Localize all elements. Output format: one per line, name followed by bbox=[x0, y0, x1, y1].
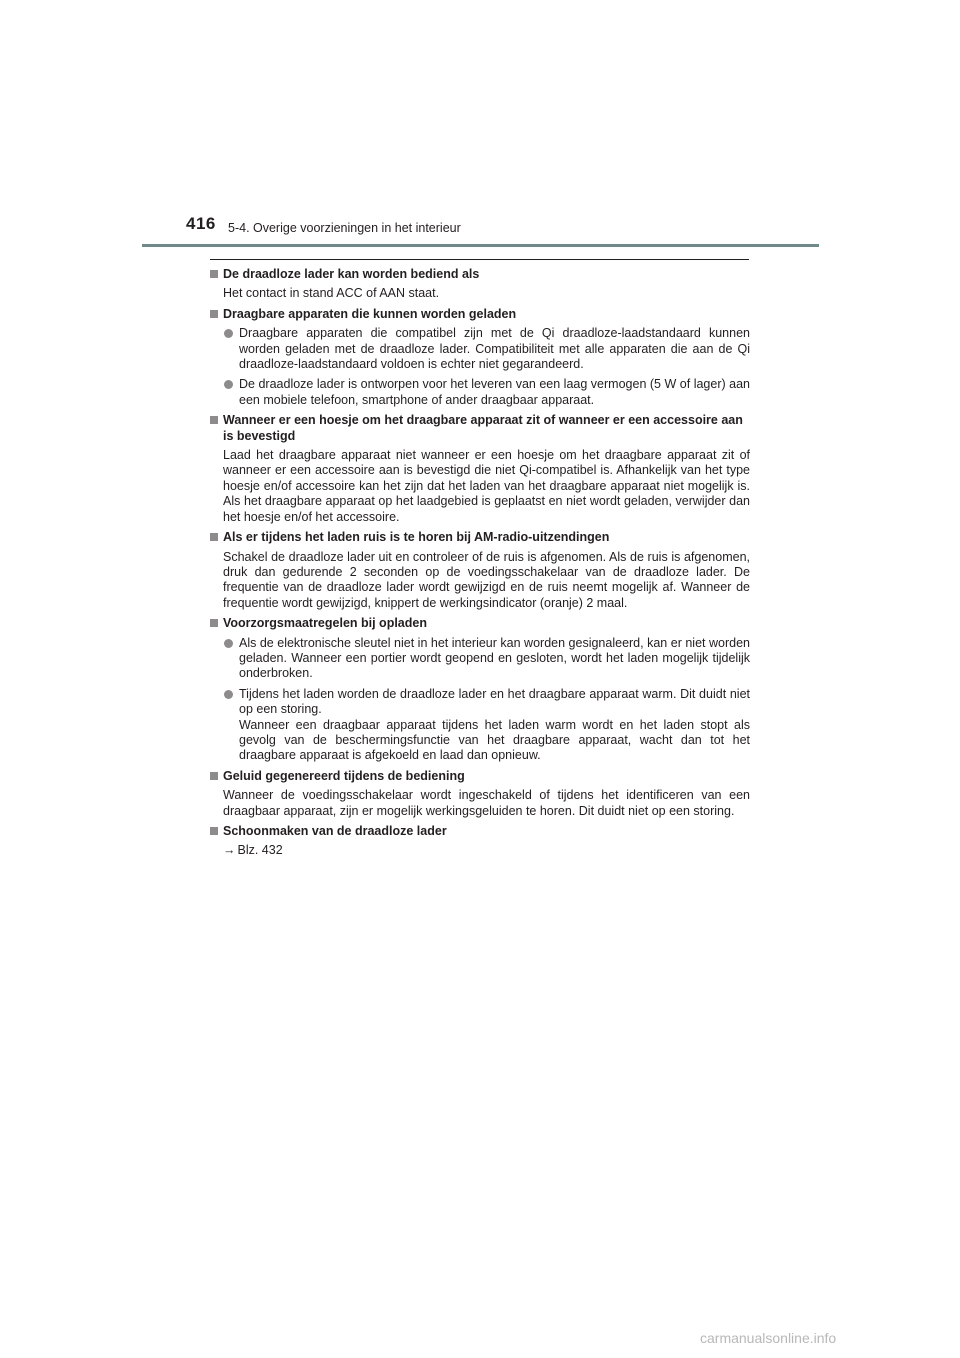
section-heading bbox=[210, 267, 750, 282]
section-am-radio-ruis bbox=[210, 530, 750, 611]
square-bullet-icon bbox=[210, 533, 218, 541]
square-bullet-icon bbox=[210, 270, 218, 278]
arrow-right-icon: → bbox=[223, 843, 236, 858]
list-item-text: De draadloze lader is ontworpen voor het leveren van een laag vermogen (5 W of lager) aan een mobiele telefoon, smartphone of ander draagbaar apparaat. bbox=[239, 377, 750, 407]
section-heading-text: Draagbare apparaten die kunnen worden geladen bbox=[223, 306, 517, 321]
circle-bullet-icon bbox=[224, 380, 233, 389]
section-schoonmaken bbox=[210, 824, 750, 859]
circle-bullet-icon bbox=[224, 639, 233, 648]
section-heading-text: De draadloze lader kan worden bediend als bbox=[223, 267, 480, 281]
section-heading-text: Voorzorgsmaatregelen bij opladen bbox=[223, 616, 427, 631]
section-heading bbox=[210, 530, 750, 545]
section-heading bbox=[210, 616, 750, 631]
list-item bbox=[210, 326, 750, 372]
section-heading-text: Geluid gegenereerd tijdens de bediening bbox=[223, 768, 465, 783]
section-paragraph: Het contact in stand ACC of AAN staat. bbox=[223, 286, 440, 301]
section-voorzorgsmaatregelen bbox=[210, 616, 750, 764]
watermark: carmanualsonline.info bbox=[700, 1330, 837, 1346]
section-draagbare-apparaten bbox=[210, 307, 750, 408]
content-body bbox=[210, 267, 750, 864]
section-heading-text: Als er tijdens het laden ruis is te horen bij AM-radio-uitzendingen bbox=[223, 530, 610, 545]
square-bullet-icon bbox=[210, 310, 218, 318]
section-geluid bbox=[210, 769, 750, 819]
header-rule bbox=[142, 244, 819, 247]
header-section-title: 5-4. Overige voorzieningen in het interieur bbox=[228, 221, 461, 235]
square-bullet-icon bbox=[210, 416, 218, 424]
section-heading-text: Wanneer er een hoesje om het draagbare apparaat zit of wanneer er een accessoire aan is bevestigd bbox=[223, 413, 743, 443]
circle-bullet-icon bbox=[224, 690, 233, 699]
list-item-text: Als de elektronische sleutel niet in het interieur kan worden gesignaleerd, kan er niet worden geladen. Wanneer een portier wordt geopend en gesloten, wordt het laden mogelijk tijdelijk onderbroken. bbox=[239, 635, 750, 681]
list-item bbox=[210, 636, 750, 682]
page-reference bbox=[210, 843, 750, 858]
square-bullet-icon bbox=[210, 827, 218, 835]
section-paragraph: Wanneer de voedingsschakelaar wordt ingeschakeld of tijdens het identificeren van een draagbaar apparaat, zijn er mogelijk werkingsgeluiden te horen. Dit duidt niet op een storing. bbox=[223, 788, 750, 818]
list-item bbox=[210, 687, 750, 764]
list-item bbox=[210, 377, 750, 408]
section-heading bbox=[210, 307, 750, 322]
circle-bullet-icon bbox=[224, 329, 233, 338]
section-paragraph: Schakel de draadloze lader uit en controleer of de ruis is afgenomen. Als de ruis is afgenomen, druk dan gedurende 2 seconden op de voedingsschakelaar van de draadloze lader. De frequentie van de draadloze lader wordt gewijzigd en de ruis neemt mogelijk af. Wanneer de frequentie wordt gewijzigd, knippert de werkingsindicator (oranje) 2 maal. bbox=[223, 549, 750, 610]
section-heading bbox=[210, 824, 750, 839]
content-rule bbox=[210, 259, 749, 260]
list-item-text: Draagbare apparaten die compatibel zijn met de Qi draadloze-laadstandaard kunnen worden geladen met de draadloze lader. Compatibiliteit met alle apparaten die aan de Qi draadloze-laadstandaard voldoen is echter niet gegarandeerd. bbox=[239, 326, 750, 372]
square-bullet-icon bbox=[210, 772, 218, 780]
section-heading-text: Schoonmaken van de draadloze lader bbox=[223, 824, 447, 838]
section-bediening bbox=[210, 267, 750, 302]
square-bullet-icon bbox=[210, 619, 218, 627]
page-number: 416 bbox=[186, 214, 216, 233]
list-item-text: Tijdens het laden worden de draadloze lader en het draagbare apparaat warm. Dit duidt niet op een storing. Wanneer een draagbaar apparaat tijdens het laden warm wordt en het laden stopt als gevolg van de beschermingsfunctie van het draagbare apparaat, wacht dan tot het draagbare apparaat is afgekoeld en laad dan opnieuw. bbox=[239, 686, 750, 763]
section-hoesje bbox=[210, 413, 750, 525]
section-paragraph: Laad het draagbare apparaat niet wanneer er een hoesje om het draagbare apparaat zit of wanneer er een accessoire aan is bevestigd die niet Qi-compatibel is. Afhankelijk van het type hoesje en/of accessoire kan het zijn dat het laden van het draagbare apparaat niet mogelijk is. Als het draagbare apparaat op het laadgebied is geplaatst en niet wordt geladen, verwijder dan het hoesje en/of het accessoire. bbox=[223, 448, 750, 524]
section-heading bbox=[210, 413, 750, 444]
section-heading bbox=[210, 769, 750, 784]
page-reference-link[interactable]: Blz. 432 bbox=[237, 843, 283, 858]
